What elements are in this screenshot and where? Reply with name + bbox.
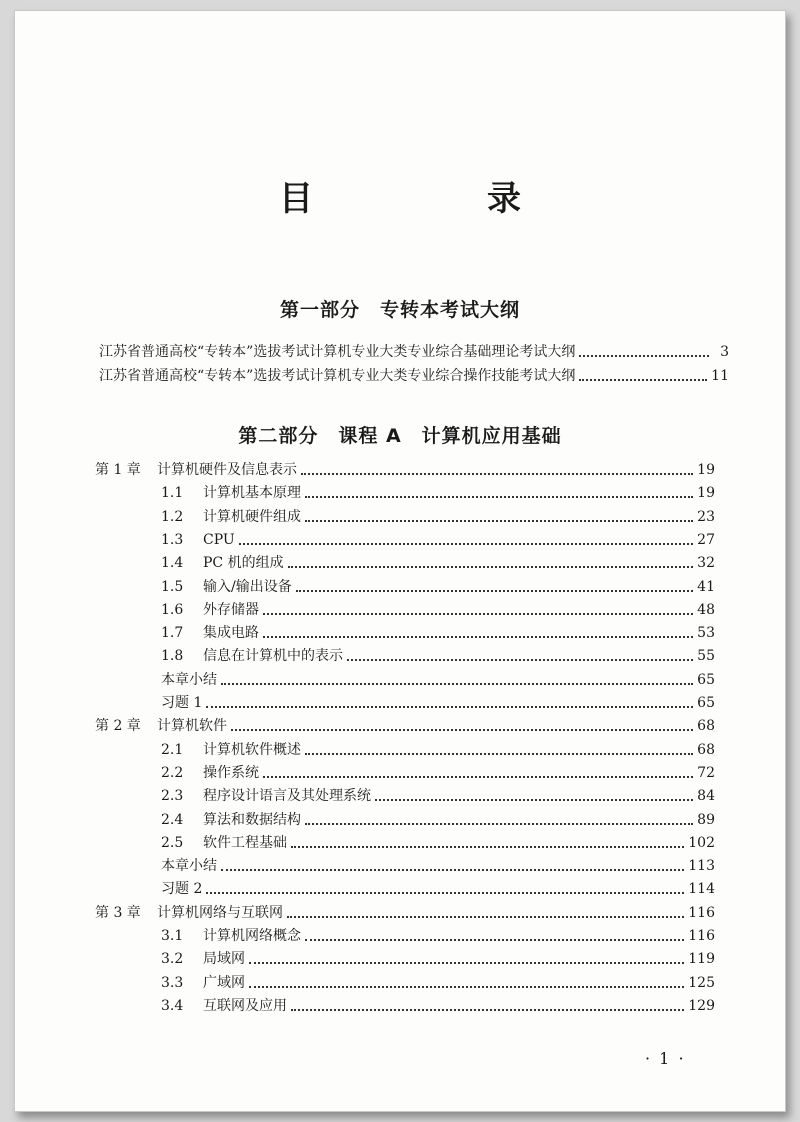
toc-entry-page: 48 [697,602,715,618]
toc-entry-page: 19 [697,462,715,478]
toc-entry-extra [161,694,715,712]
toc-entry-label [161,857,217,875]
outline-item-label: 江苏省普通高校“专转本”选拔考试计算机专业大类专业综合操作技能考试大纲 [99,368,576,384]
toc-entry-title: 操作系统 [203,765,259,781]
toc-entry-number: 第 3 章 [95,905,141,921]
leader-dots [305,752,693,755]
toc-entry-title: 信息在计算机中的表示 [203,648,343,664]
toc-entry-number: 1.4 [161,555,184,571]
toc-entry-title: 局域网 [203,951,245,967]
toc-entry-title: 计算机基本原理 [203,485,301,501]
leader-dots [579,378,707,381]
toc-entry-title: 计算机硬件及信息表示 [157,462,297,478]
leader-dots [305,822,693,825]
toc-entry-label [161,508,301,526]
toc-entry-label [161,950,245,968]
toc-entry-label [161,997,287,1015]
toc-entry-page: 65 [697,672,715,688]
toc-entry-label [161,974,245,992]
outline-item [99,367,729,385]
leader-dots [579,354,709,357]
toc-entry-section [161,601,715,619]
toc-entry-number: 1.3 [161,532,184,548]
toc-entry-section [161,484,715,502]
toc-entry-page: 84 [697,788,715,804]
toc-entry-title: 习题 1 [161,695,203,711]
leader-dots [291,845,684,848]
toc-entry-section [161,927,715,945]
toc-entry-title: 算法和数据结构 [203,812,301,828]
toc-entry-label [161,624,259,642]
toc-entry-label [161,787,371,805]
toc-entry-title: 计算机网络概念 [203,928,301,944]
leader-dots [287,915,684,918]
outline-item [99,343,729,361]
toc-entry-number: 1.1 [161,485,184,501]
toc-entry-extra [161,671,715,689]
toc-entry-section [161,974,715,992]
toc-entry-page: 55 [697,648,715,664]
toc-entry-label [161,601,259,619]
toc-entry-number: 1.6 [161,602,184,618]
toc-entry-page: 116 [688,905,715,921]
toc-entry-number: 第 2 章 [95,718,141,734]
outline-item-label: 江苏省普通高校“专转本”选拔考试计算机专业大类专业综合基础理论考试大纲 [99,344,576,360]
leader-dots [206,891,684,894]
leader-dots [291,1008,684,1011]
toc-entry-title: 习题 2 [161,881,203,897]
leader-dots [263,635,693,638]
toc-entry-label [161,927,301,945]
toc-entry-title: CPU [203,532,235,548]
toc-entry-title: 软件工程基础 [203,835,287,851]
toc-entry-section [161,764,715,782]
document-page [14,10,786,1112]
toc-entry-number: 2.4 [161,812,184,828]
toc-entry-title: 计算机硬件组成 [203,509,301,525]
toc-entry-number: 3.2 [161,951,184,967]
toc-entry-extra [161,857,715,875]
toc-entry-title: 计算机网络与互联网 [157,905,283,921]
toc-entry-page: 68 [697,718,715,734]
toc-entry-label [161,764,259,782]
toc-entry-label [161,671,217,689]
leader-dots [305,495,693,498]
outline-item-page: 3 [720,344,729,360]
toc-entry-number: 3.3 [161,975,184,991]
toc-entry-page: 114 [688,881,715,897]
leader-dots [375,798,693,801]
toc-entry-section [161,578,715,596]
leader-dots [296,589,693,592]
toc-entry-page: 27 [697,532,715,548]
leader-dots [305,938,684,941]
toc-entry-title: 计算机软件概述 [203,742,301,758]
leader-dots [347,658,693,661]
toc-entry-section [161,554,715,572]
leader-dots [249,961,684,964]
toc-entry-title: 互联网及应用 [203,998,287,1014]
toc-entry-label [95,717,227,735]
toc-entry-extra [161,880,715,898]
toc-entry-label [161,531,235,549]
toc-entry-number: 2.5 [161,835,184,851]
toc-entry-page: 125 [688,975,715,991]
toc-entry-label [161,694,202,712]
toc-entry-title: 外存储器 [203,602,259,618]
toc-entry-number: 3.1 [161,928,184,944]
toc-entry-section [161,811,715,829]
toc-entry-page: 68 [697,742,715,758]
toc-entry-label [95,461,297,479]
toc-entry-page: 102 [688,835,715,851]
toc-entry-label [161,578,292,596]
toc-entry-section [161,508,715,526]
toc-entry-label [95,904,283,922]
toc-entry-number: 1.8 [161,648,184,664]
outline-item-page: 11 [711,368,729,384]
part-one-heading: 第一部分 专转本考试大纲 [279,299,520,321]
toc-entry-page: 32 [697,555,715,571]
toc-entry-page: 65 [697,695,715,711]
toc-entry-title: 集成电路 [203,625,259,641]
leader-dots [288,565,694,568]
toc-entry-title: 本章小结 [161,858,217,874]
toc-entry-label [161,811,301,829]
toc-entry-chapter [95,461,715,479]
toc-entry-section [161,741,715,759]
page-title: 目 录 [279,179,591,219]
toc-entry-section [161,531,715,549]
toc-entry-label [161,554,284,572]
toc-entry-title: 输入/输出设备 [203,579,292,595]
toc-entry-title: 计算机软件 [157,718,227,734]
toc-entry-label [161,484,301,502]
toc-entry-page: 19 [697,485,715,501]
leader-dots [301,472,693,475]
toc-entry-chapter [95,717,715,735]
toc-entry-title: PC 机的组成 [203,555,284,571]
toc-entry-number: 2.2 [161,765,184,781]
toc-entry-number: 3.4 [161,998,184,1014]
toc-entry-section [161,997,715,1015]
toc-entry-number: 2.3 [161,788,184,804]
toc-entry-chapter [95,904,715,922]
toc-entry-title: 程序设计语言及其处理系统 [203,788,371,804]
toc-entry-title: 本章小结 [161,672,217,688]
leader-dots [206,705,693,708]
toc-entry-page: 116 [688,928,715,944]
toc-entry-page: 53 [697,625,715,641]
toc-entry-page: 72 [697,765,715,781]
toc-entry-label [161,834,287,852]
toc-entry-page: 119 [688,951,715,967]
toc-entry-number: 2.1 [161,742,184,758]
toc-entry-label [161,880,202,898]
toc-entry-label [161,741,301,759]
leader-dots [263,775,693,778]
part-two-heading: 第二部分 课程 A 计算机应用基础 [238,425,562,447]
page-number: · 1 · [645,1049,686,1068]
toc-entry-section [161,950,715,968]
leader-dots [231,728,693,731]
leader-dots [263,612,693,615]
leader-dots [249,985,684,988]
toc-entry-label [161,647,343,665]
toc-entry-number: 1.7 [161,625,184,641]
toc-entry-page: 89 [697,812,715,828]
toc-entry-section [161,624,715,642]
toc-entry-page: 41 [697,579,715,595]
leader-dots [305,519,693,522]
toc-entry-page: 129 [688,998,715,1014]
toc-entry-section [161,787,715,805]
toc-entry-section [161,834,715,852]
toc-entry-title: 广域网 [203,975,245,991]
leader-dots [221,868,684,871]
toc-entry-page: 23 [697,509,715,525]
leader-dots [221,682,693,685]
toc-entry-number: 1.2 [161,509,184,525]
toc-entry-page: 113 [688,858,715,874]
toc-entry-number: 第 1 章 [95,462,141,478]
leader-dots [239,542,693,545]
toc-entry-number: 1.5 [161,579,184,595]
toc-entry-section [161,647,715,665]
